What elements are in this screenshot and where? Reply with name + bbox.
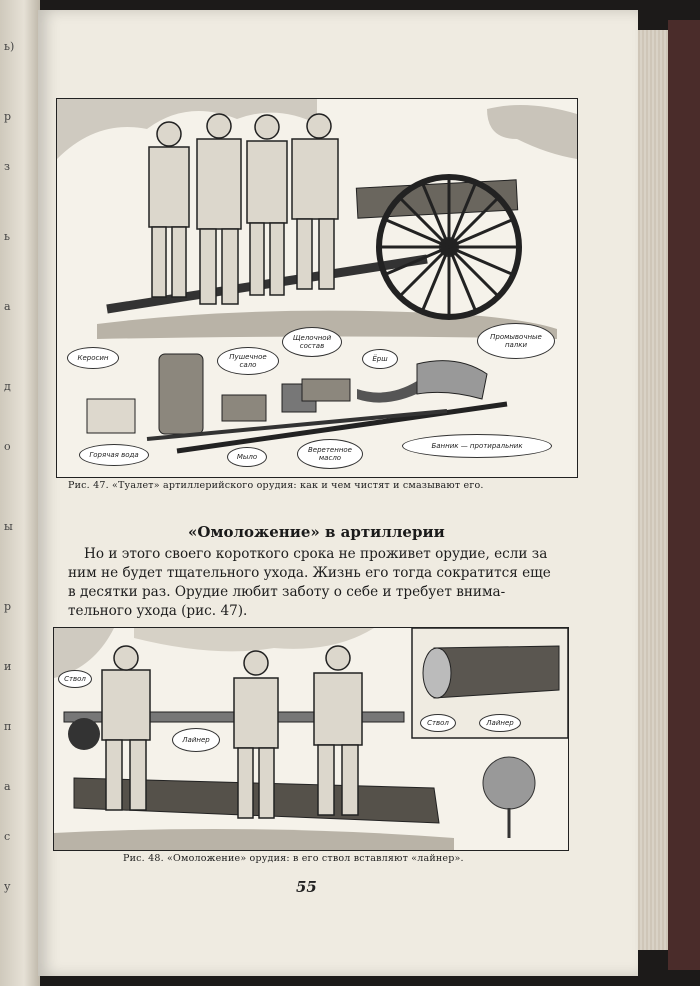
label-inset-liner: Лайнер (479, 714, 521, 732)
figure-48-caption: Рис. 48. «Омоложение» орудия: в его ствол вставляют «лайнер». (123, 853, 464, 864)
left-page-text: ь (4, 230, 10, 243)
left-page-text: р (4, 110, 12, 123)
figure-48-illustration (53, 627, 569, 851)
left-page-text: р (4, 600, 12, 613)
left-page-text: а (4, 780, 11, 793)
label-kerosene: Керосин (67, 347, 119, 369)
left-page-text: д (4, 380, 11, 393)
left-page-text: о (4, 440, 11, 453)
body-paragraph (68, 545, 588, 621)
book-cover (668, 20, 700, 970)
left-page-text: и (4, 660, 12, 673)
label-spindle-oil: Веретенное масло (297, 439, 363, 469)
label-inset-barrel: Ствол (420, 714, 456, 732)
left-page-fragment (0, 0, 40, 986)
left-page-text: п (4, 720, 12, 733)
figure-47-caption: Рис. 47. «Туалет» артиллерийского орудия: как и чем чистят и смазывают его. (68, 480, 484, 491)
book-page (38, 10, 638, 976)
left-page-text: у (4, 880, 11, 893)
label-washing-sticks: Промывочные палки (477, 323, 555, 359)
label-alkaline-mix: Щелочной состав (282, 327, 342, 357)
paragraph-line: в десятки раз. Орудие любит заботу о себе и требует внима- (68, 584, 506, 600)
artillery-cleaning-drawing (57, 99, 577, 477)
label-barrel: Ствол (58, 670, 92, 688)
label-soap: Мыло (227, 447, 267, 467)
label-hot-water: Горячая вода (79, 444, 149, 466)
section-heading: «Омоложение» в артиллерии (188, 523, 445, 541)
label-liner: Лайнер (172, 728, 220, 752)
left-page-text: ы (4, 520, 13, 533)
paragraph-line: Но и этого своего короткого срока не проживет орудие, если за (84, 546, 548, 562)
left-page-text: з (4, 160, 10, 173)
left-page-text: ь) (4, 40, 15, 53)
left-page-text: а (4, 300, 11, 313)
label-cannon-grease: Пушечное сало (217, 347, 279, 375)
figure-47-illustration (56, 98, 578, 478)
liner-insertion-drawing (54, 628, 568, 850)
label-bore-brush: Банник — протиральник (402, 434, 552, 458)
left-page-text: с (4, 830, 11, 843)
label-brush: Ёрш (362, 349, 398, 369)
paragraph-line: тельного ухода (рис. 47). (68, 603, 248, 619)
paragraph-line: ним не будет тщательного ухода. Жизнь его тогда сократится еще (68, 565, 551, 581)
page-number: 55 (296, 878, 317, 896)
